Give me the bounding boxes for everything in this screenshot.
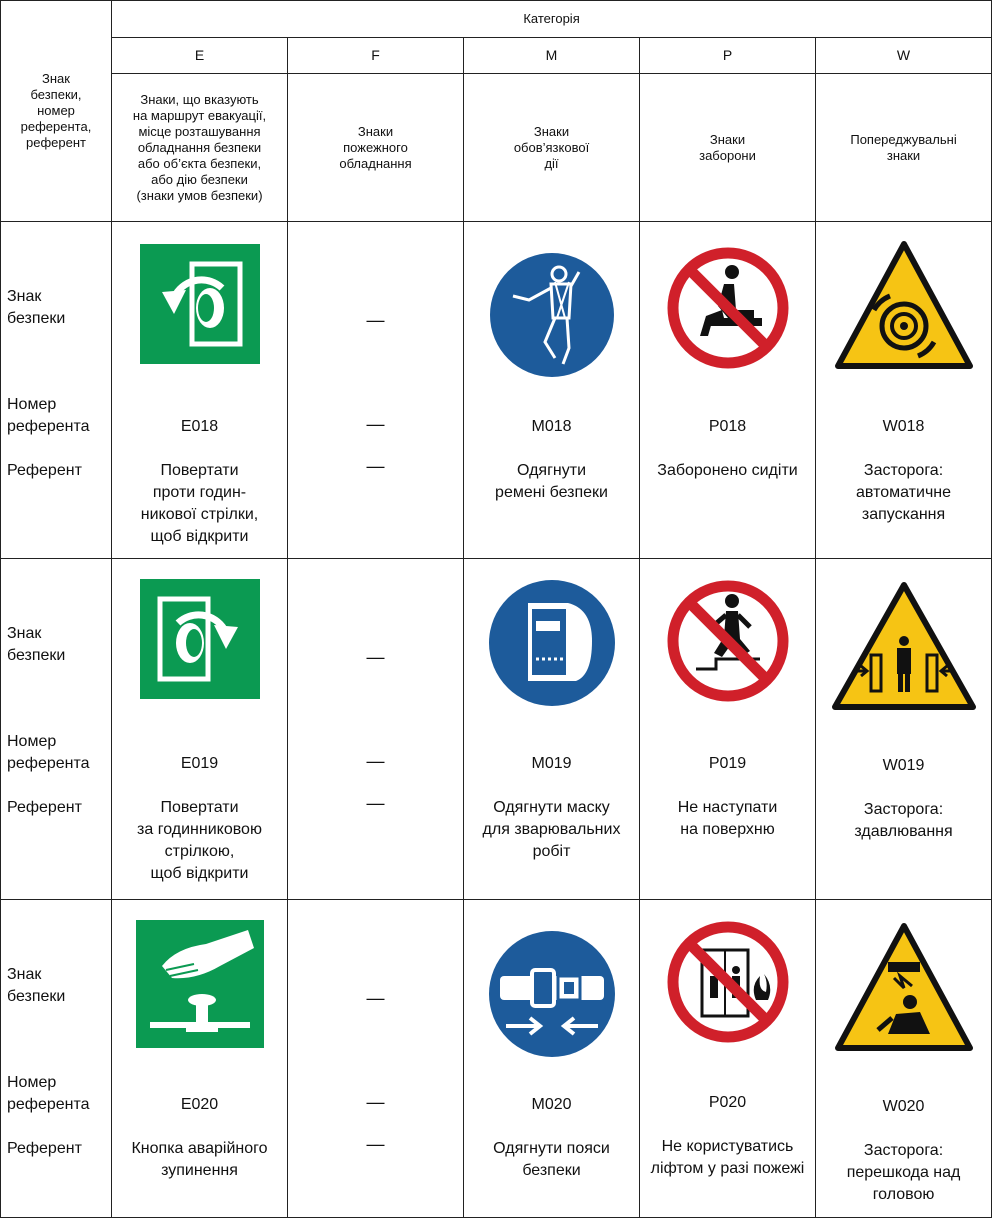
sign-cell-m018: [464, 222, 640, 559]
sign-cell-p019: [640, 559, 816, 900]
col-desc-m: Знаки обов’язкової дії: [464, 74, 640, 222]
code-e019: E019: [180, 755, 219, 772]
label-sign: Знак безпеки: [7, 625, 66, 664]
sign-cell-w019: [816, 559, 992, 900]
label-referent: Референт: [7, 462, 82, 479]
dash: —: [366, 793, 385, 813]
referent-m020: Одягнути пояси безпеки: [493, 1140, 610, 1179]
col-letter-e: E: [112, 38, 288, 74]
seat-belt-icon: [488, 930, 616, 1058]
label-number: Номер референта: [7, 396, 90, 435]
header-first-col: Знак безпеки, номер референта, референт: [1, 1, 112, 222]
referent-e018: Повертати проти годин- никової стрілки, щоб відкрити: [140, 462, 259, 545]
col-letter-f: F: [288, 38, 464, 74]
dash: —: [366, 1134, 385, 1154]
header-category: Категорія: [112, 1, 992, 38]
col-desc-p: Знаки заборони: [640, 74, 816, 222]
code-m018: M018: [531, 418, 572, 435]
code-e018: E018: [180, 418, 219, 435]
overhead-obstacle-icon: [834, 922, 974, 1052]
referent-e020: Кнопка аварійного зупинення: [131, 1140, 268, 1179]
referent-w018: Засторога: автоматичне запускання: [856, 462, 952, 523]
referent-p019: Не наступати на поверхню: [677, 799, 778, 838]
referent-m018: Одягнути ремені безпеки: [495, 462, 608, 501]
code-w020: W020: [882, 1098, 925, 1115]
label-sign: Знак безпеки: [7, 966, 66, 1005]
code-p019: P019: [708, 755, 747, 772]
col-desc-w: Попереджувальні знаки: [816, 74, 992, 222]
col-letter-w: W: [816, 38, 992, 74]
referent-p018: Заборонено сидіти: [657, 462, 798, 479]
label-sign: Знак безпеки: [7, 288, 66, 327]
sign-cell-p018: [640, 222, 816, 559]
label-number: Номер референта: [7, 733, 90, 772]
code-w019: W019: [882, 757, 925, 774]
code-m019: M019: [531, 755, 572, 772]
row-labels: [1, 222, 112, 559]
sign-cell-p020: [640, 900, 816, 1218]
dash: —: [366, 1092, 385, 1112]
sign-cell-m019: [464, 559, 640, 900]
code-e020: E020: [180, 1096, 219, 1113]
sign-cell-f-1: [288, 222, 464, 559]
no-lift-in-fire-icon: [666, 920, 790, 1044]
sign-cell-e018: [112, 222, 288, 559]
code-p020: P020: [708, 1094, 747, 1111]
label-referent: Референт: [7, 799, 82, 816]
sign-cell-e019: [112, 559, 288, 900]
code-w018: W018: [882, 418, 925, 435]
sign-cell-f-3: [288, 900, 464, 1218]
automatic-start-icon: [834, 240, 974, 370]
sign-cell-m020: [464, 900, 640, 1218]
welding-mask-icon: [488, 579, 616, 707]
referent-m019: Одягнути маску для зварювальних робіт: [482, 799, 621, 860]
dash: —: [366, 751, 385, 771]
code-p018: P018: [708, 418, 747, 435]
sign-cell-e020: [112, 900, 288, 1218]
referent-w020: Засторога: перешкода над головою: [846, 1142, 961, 1203]
sign-cell-w020: [816, 900, 992, 1218]
code-m020: M020: [531, 1096, 572, 1113]
dash: —: [366, 414, 385, 434]
sign-cell-w018: [816, 222, 992, 559]
safety-harness-icon: [489, 252, 615, 378]
col-letter-m: M: [464, 38, 640, 74]
col-desc-e: Знаки, що вказують на маршрут евакуації, місце розташування обладнання безпеки або об’єкта безпеки, або дію безпеки (знаки умов безпеки): [112, 74, 288, 222]
emergency-stop-icon: [136, 920, 264, 1048]
dash: —: [366, 310, 385, 330]
rotate-counterclockwise-icon: [140, 244, 260, 364]
no-sitting-icon: [666, 246, 790, 370]
referent-p020: Не користуватись ліфтом у разі пожежі: [650, 1138, 805, 1177]
row-labels: [1, 559, 112, 900]
label-referent: Референт: [7, 1140, 82, 1157]
dash: —: [366, 988, 385, 1008]
sign-cell-f-2: [288, 559, 464, 900]
dash: —: [366, 456, 385, 476]
rotate-clockwise-icon: [140, 579, 260, 699]
no-stepping-icon: [666, 579, 790, 703]
row-labels: [1, 900, 112, 1218]
col-letter-p: P: [640, 38, 816, 74]
label-number: Номер референта: [7, 1074, 90, 1113]
referent-e019: Повертати за годинниковою стрілкою, щоб відкрити: [137, 799, 262, 882]
crushing-icon: [831, 581, 977, 711]
dash: —: [366, 647, 385, 667]
col-desc-f: Знаки пожежного обладнання: [288, 74, 464, 222]
referent-w019: Засторога: здавлювання: [854, 801, 953, 840]
